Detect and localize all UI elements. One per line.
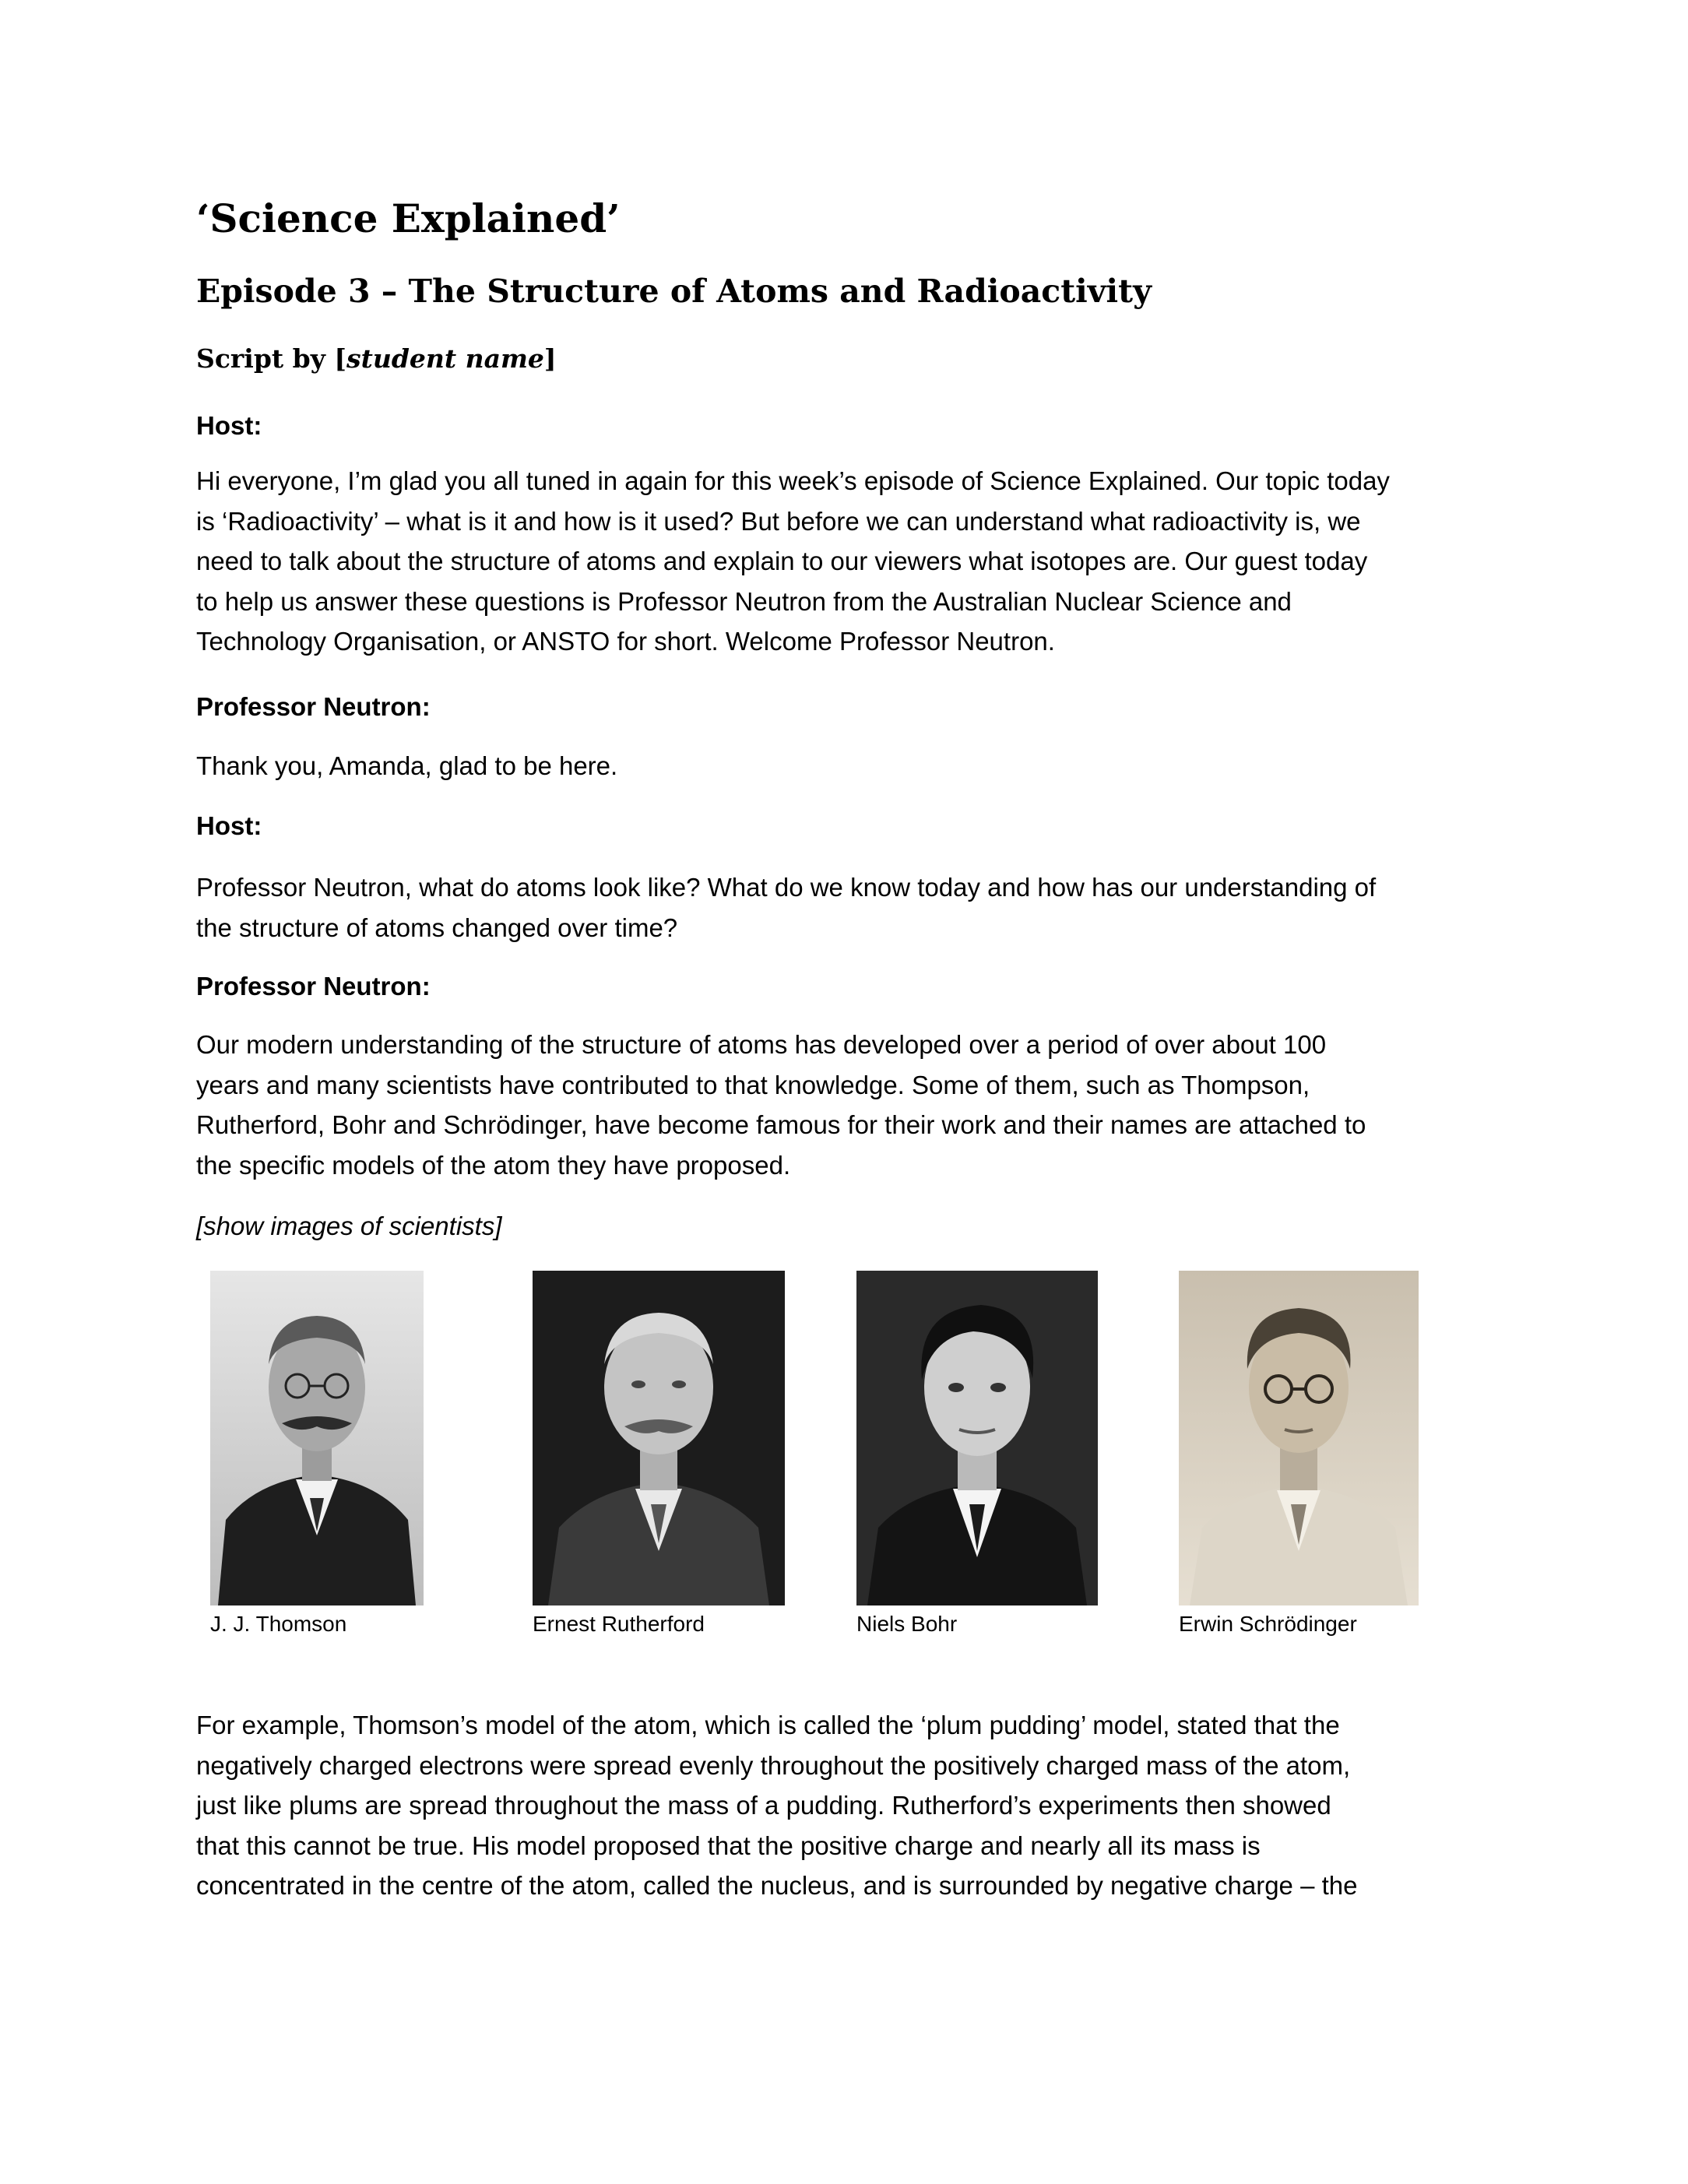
paragraph-line: just like plums are spread throughout the mass of a pudding. Rutherford’s experiments then showed [196, 1791, 1331, 1820]
paragraph-line: Rutherford, Bohr and Schrödinger, have become famous for their work and their names are attached to [196, 1110, 1366, 1139]
script-by-prefix: Script by [ [196, 343, 347, 374]
paragraph-line: concentrated in the centre of the atom, called the nucleus, and is surrounded by negative charge – the [196, 1871, 1358, 1900]
portrait-rutherford [533, 1271, 785, 1605]
paragraph-line: need to talk about the structure of atoms and explain to our viewers what isotopes are. Our guest today [196, 547, 1368, 575]
portrait-schrodinger [1179, 1271, 1419, 1605]
paragraph-line: the structure of atoms changed over time? [196, 913, 678, 942]
paragraph-line: to help us answer these questions is Professor Neutron from the Australian Nuclear Science and [196, 586, 1292, 616]
student-name-placeholder: student name [346, 343, 544, 374]
paragraph-neutron-thanks [196, 746, 1489, 786]
paragraph-host-question [196, 867, 1489, 948]
caption-thomson: J. J. Thomson [210, 1612, 347, 1636]
paragraph-line: Hi everyone, I’m glad you all tuned in again for this week’s episode of Science Explained. Our topic today [196, 466, 1390, 495]
paragraph-line: Professor Neutron, what do atoms look like? What do we know today and how has our understanding of [196, 873, 1377, 902]
paragraph-line: Our modern understanding of the structure of atoms has developed over a period of over about 100 [196, 1030, 1327, 1059]
paragraph-line: For example, Thomson’s model of the atom, which is called the ‘plum pudding’ model, stated that the [196, 1711, 1340, 1739]
paragraph-line: negatively charged electrons were spread evenly throughout the positively charged mass of the atom, [196, 1750, 1351, 1780]
speaker-host: Host: [196, 811, 262, 840]
caption-schrodinger: Erwin Schrödinger [1179, 1612, 1357, 1636]
portrait-bohr [856, 1271, 1098, 1605]
caption-rutherford: Ernest Rutherford [533, 1612, 705, 1636]
script-by-line [196, 339, 557, 378]
paragraph-example [196, 1705, 1489, 1906]
episode-title: Episode 3 – The Structure of Atoms and Radioactivity [196, 273, 1152, 310]
paragraph-line: that this cannot be true. His model proposed that the positive charge and nearly all its mass is [196, 1831, 1261, 1860]
script-by-suffix: ] [543, 343, 557, 374]
portrait-rutherford-image [533, 1271, 785, 1605]
paragraph-line: the specific models of the atom they have proposed. [196, 1150, 791, 1180]
portrait-thomson [210, 1271, 424, 1605]
paragraph-neutron-answer [196, 1025, 1489, 1185]
paragraph-host-intro [196, 461, 1489, 662]
paragraph-line: Thank you, Amanda, glad to be here. [196, 751, 618, 780]
portrait-thomson-image [210, 1271, 424, 1605]
paragraph-line: is ‘Radioactivity’ – what is it and how is it used? But before we can understand what radioactivity is, we [196, 506, 1361, 536]
caption-bohr: Niels Bohr [856, 1612, 958, 1636]
stage-direction: [show images of scientists] [196, 1212, 502, 1240]
speaker-host: Host: [196, 411, 262, 440]
show-title: ‘Science Explained’ [196, 195, 621, 241]
speaker-professor-neutron: Professor Neutron: [196, 692, 431, 721]
portrait-schrodinger-image [1179, 1271, 1419, 1605]
speaker-professor-neutron: Professor Neutron: [196, 972, 431, 1001]
paragraph-line: Technology Organisation, or ANSTO for short. Welcome Professor Neutron. [196, 627, 1055, 656]
portrait-bohr-image [856, 1271, 1098, 1605]
paragraph-line: years and many scientists have contributed to that knowledge. Some of them, such as Thompson, [196, 1070, 1310, 1099]
